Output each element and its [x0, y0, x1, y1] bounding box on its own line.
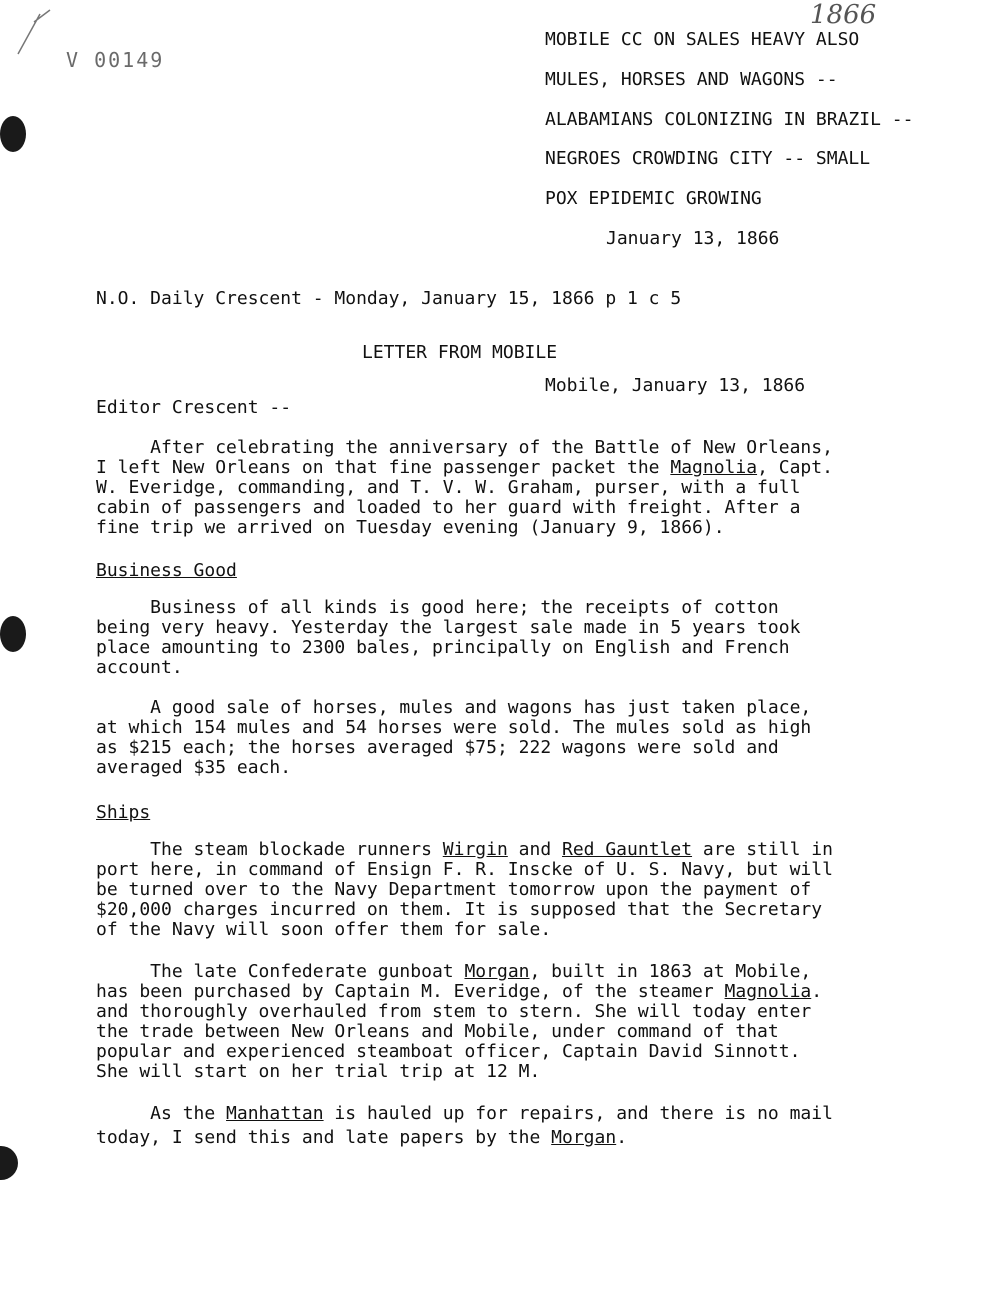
p3-line-1: A good sale of horses, mules and wagons has just taken place, [96, 697, 812, 718]
p6-line-2-text: today, I send this and late papers by the [96, 1127, 552, 1148]
p4-line-1 [96, 840, 833, 860]
p5-line-1-text: The late Confederate gunboat [96, 961, 465, 982]
p6-line-2 [96, 1128, 627, 1148]
p5-line-2 [96, 982, 822, 1002]
p1-line-1: After celebrating the anniversary of the Battle of New Orleans, [96, 437, 833, 458]
p4-line-1-text: The steam blockade runners [96, 839, 443, 860]
p6-line-1-end: is hauled up for repairs, and there is no mail [323, 1103, 833, 1124]
ship-name-morgan-2: Morgan [551, 1127, 617, 1148]
p3-line-2: at which 154 mules and 54 horses were sold. The mules sold as high [96, 717, 812, 738]
p1-line-4: cabin of passengers and loaded to her guard with freight. After a [96, 497, 801, 518]
pen-mark [10, 4, 70, 64]
headline-line-5: POX EPIDEMIC GROWING [545, 188, 762, 209]
p4-line-3: be turned over to the Navy Department tomorrow upon the payment of [96, 879, 812, 900]
letter-dateline: Mobile, January 13, 1866 [545, 375, 806, 396]
p5-line-2-text: has been purchased by Captain M. Everidge, of the steamer [96, 981, 725, 1002]
p5-line-1 [96, 962, 811, 982]
headline-line-1: MOBILE CC ON SALES HEAVY ALSO [545, 29, 860, 50]
p5-line-1-end: , built in 1863 at Mobile, [529, 961, 812, 982]
p2-line-3: place amounting to 2300 bales, principally on English and French [96, 637, 790, 658]
p5-line-2-end: . [811, 981, 823, 1002]
punch-hole-bottom [0, 1146, 18, 1180]
p2-line-1: Business of all kinds is good here; the receipts of cotton [96, 597, 779, 618]
p5-line-4: the trade between New Orleans and Mobile, under command of that [96, 1021, 779, 1042]
archive-stamp: V 00149 [66, 48, 165, 72]
p4-line-1-and: and [507, 839, 562, 860]
p5-line-5: popular and experienced steamboat officer, Captain David Sinnott. [96, 1041, 801, 1062]
corner-handwriting: 1866 [810, 0, 877, 30]
ship-name-magnolia-2: Magnolia [724, 981, 812, 1002]
punch-hole-middle [0, 616, 26, 652]
section-heading-ships: Ships [96, 802, 151, 823]
headline-line-4: NEGROES CROWDING CITY -- SMALL [545, 148, 871, 169]
ship-name-red-gauntlet: Red Gauntlet [562, 839, 693, 860]
p5-line-3: and thoroughly overhauled from stem to stern. She will today enter [96, 1001, 812, 1022]
headline-line-3: ALABAMIANS COLONIZING IN BRAZIL -- [545, 109, 914, 130]
p1-line-2-text: I left New Orleans on that fine passenger packet the [96, 457, 671, 478]
p4-line-4: $20,000 charges incurred on them. It is supposed that the Secretary [96, 899, 823, 920]
section-heading-business: Business Good [96, 560, 237, 581]
p2-line-4: account. [96, 657, 183, 678]
punch-hole-top [0, 116, 26, 152]
p6-line-2-end: . [616, 1127, 628, 1148]
p4-line-5: of the Navy will soon offer them for sale. [96, 919, 552, 940]
headline-line-2: MULES, HORSES AND WAGONS -- [545, 69, 838, 90]
p1-line-2 [96, 458, 833, 478]
source-citation: N.O. Daily Crescent - Monday, January 15, 1866 p 1 c 5 [96, 288, 682, 309]
salutation: Editor Crescent -- [96, 397, 292, 418]
ship-name-manhattan: Manhattan [226, 1103, 324, 1124]
headline-date: January 13, 1866 [606, 228, 780, 249]
p1-line-5: fine trip we arrived on Tuesday evening (January 9, 1866). [96, 517, 725, 538]
p5-line-6: She will start on her trial trip at 12 M. [96, 1061, 541, 1082]
p4-line-2: port here, in command of Ensign F. R. Inscke of U. S. Navy, but will [96, 859, 833, 880]
letter-title: LETTER FROM MOBILE [362, 342, 558, 363]
ship-name-wirgin: Wirgin [442, 839, 508, 860]
p6-line-1 [96, 1104, 833, 1124]
p2-line-2: being very heavy. Yesterday the largest sale made in 5 years took [96, 617, 801, 638]
p1-line-3: W. Everidge, commanding, and T. V. W. Graham, purser, with a full [96, 477, 801, 498]
p6-line-1-text: As the [96, 1103, 227, 1124]
p4-line-1-end: are still in [692, 839, 833, 860]
ship-name-morgan: Morgan [464, 961, 530, 982]
ship-name-magnolia: Magnolia [670, 457, 758, 478]
p1-line-2-end: , Capt. [757, 457, 833, 478]
p3-line-3: as $215 each; the horses averaged $75; 222 wagons were sold and [96, 737, 779, 758]
p3-line-4: averaged $35 each. [96, 757, 292, 778]
